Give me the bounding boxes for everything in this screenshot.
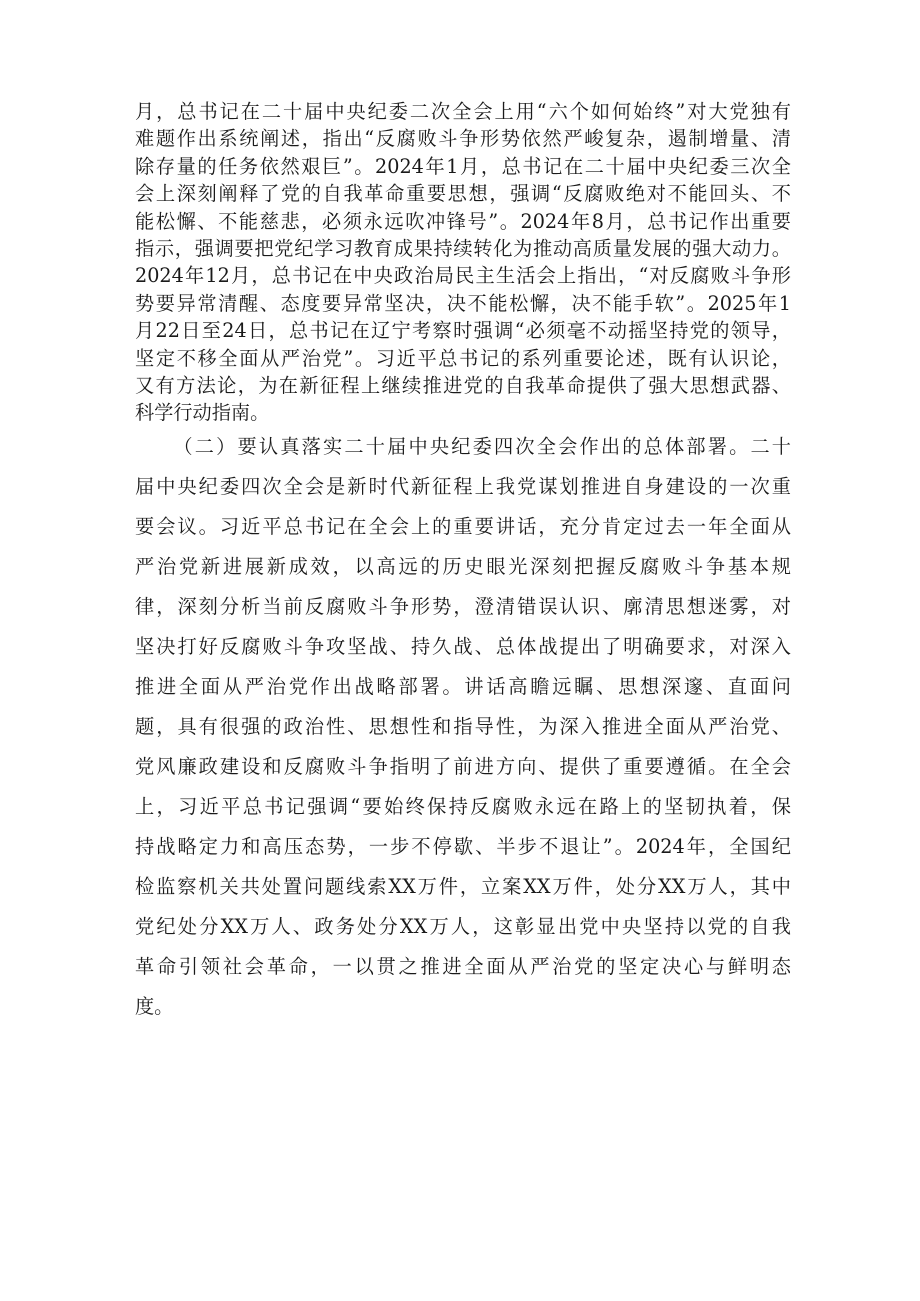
paragraph-line: 指示，强调要把党纪学习教育成果持续转化为推动高质量发展的强大动力。 [135,237,791,261]
paragraph-line: 科学行动指南。 [135,401,270,425]
paragraph-line: 题，具有很强的政治性、思想性和指导性，为深入推进全面从严治党、 [135,715,791,738]
paragraph-line: 坚决打好反腐败斗争攻坚战、持久战、总体战提出了明确要求，对深入 [135,635,791,658]
paragraph-line: （二）要认真落实二十届中央纪委四次全会作出的总体部署。二十 [173,435,791,458]
paragraph-line: 党风廉政建设和反腐败斗争指明了前进方向、提供了重要遵循。在全会 [135,755,791,778]
paragraph-line: 严治党新进展新成效，以高远的历史眼光深刻把握反腐败斗争基本规 [135,555,791,578]
paragraph-line: 月，总书记在二十届中央纪委二次全会上用“六个如何始终”对大党独有 [135,100,791,123]
paragraph-line: 难题作出系统阐述，指出“反腐败斗争形势依然严峻复杂，遏制增量、清 [135,127,791,151]
paragraph-line: 度。 [135,995,174,1018]
paragraph-line: 检监察机关共处置问题线索XX万件，立案XX万件，处分XX万人，其中 [135,875,791,898]
paragraph-line: 推进全面从严治党作出战略部署。讲话高瞻远瞩、思想深邃、直面问 [135,675,791,698]
paragraph-line: 要会议。习近平总书记在全会上的重要讲话，充分肯定过去一年全面从 [135,515,791,538]
paragraph-line: 除存量的任务依然艰巨”。2024年1月，总书记在二十届中央纪委三次全 [135,154,791,178]
paragraph-line: 上，习近平总书记强调“要始终保持反腐败永远在路上的坚韧执着，保 [135,795,791,818]
paragraph-line: 持战略定力和高压态势，一步不停歇、半步不退让”。2024年，全国纪 [135,835,791,858]
paragraph-line: 2024年12月，总书记在中央政治局民主生活会上指出，“对反腐败斗争形 [135,264,791,288]
paragraph-line: 势要异常清醒、态度要异常坚决，决不能松懈，决不能手软”。2025年1 [135,291,791,315]
paragraph-line: 又有方法论，为在新征程上继续推进党的自我革命提供了强大思想武器、 [135,374,791,398]
paragraph-line: 坚定不移全面从严治党”。习近平总书记的系列重要论述，既有认识论， [135,346,791,370]
paragraph-line: 革命引领社会革命，一以贯之推进全面从严治党的坚定决心与鲜明态 [135,955,791,978]
paragraph-1 [135,98,791,427]
paragraph-line: 党纪处分XX万人、政务处分XX万人，这彰显出党中央坚持以党的自我 [135,915,791,938]
paragraph-line: 能松懈、不能慈悲，必须永远吹冲锋号”。2024年8月，总书记作出重要 [135,209,791,233]
paragraph-2 [135,427,791,1027]
paragraph-line: 月22日至24日，总书记在辽宁考察时强调“必须毫不动摇坚持党的领导， [135,319,791,343]
paragraph-line: 届中央纪委四次全会是新时代新征程上我党谋划推进自身建设的一次重 [135,475,791,498]
paragraph-line: 会上深刻阐释了党的自我革命重要思想，强调“反腐败绝对不能回头、不 [135,182,791,206]
paragraph-line: 律，深刻分析当前反腐败斗争形势，澄清错误认识、廓清思想迷雾，对 [135,595,791,618]
